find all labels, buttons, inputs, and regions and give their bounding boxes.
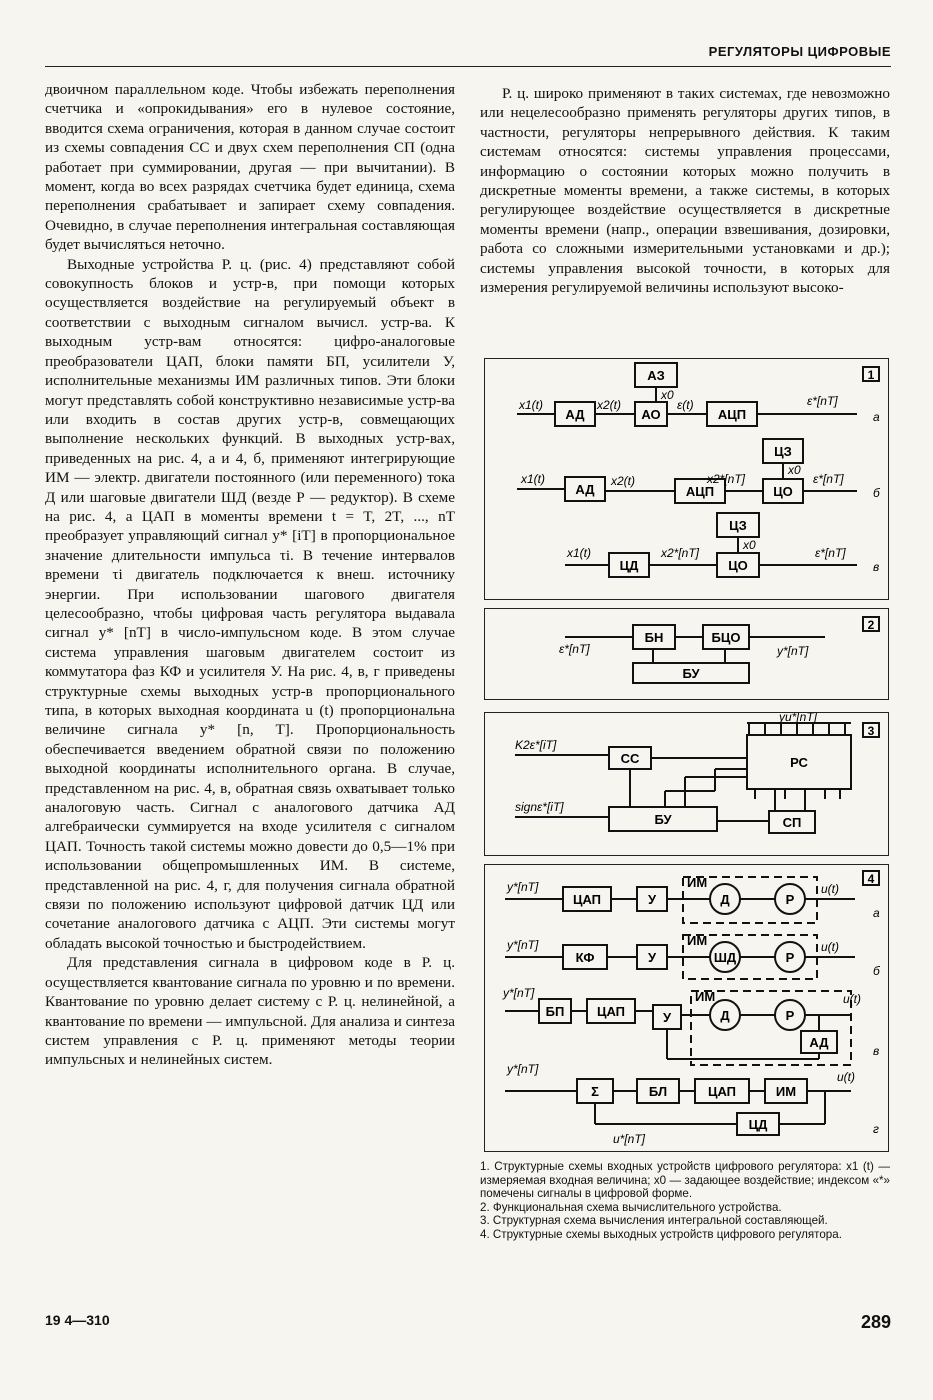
signal-y-b: y*[nT] <box>507 938 539 952</box>
block-co-b: ЦО <box>773 484 793 499</box>
block-ss: СС <box>620 751 640 766</box>
signal-sign: signε*[iT] <box>515 800 564 814</box>
row-label-4b: б <box>873 964 880 978</box>
block-im-d: ИМ <box>775 1084 797 1099</box>
signal-eps: ε(t) <box>677 398 694 412</box>
block-u-a: У <box>647 892 657 907</box>
caption-4: 4. Структурные схемы выходных устройств цифрового регулятора. <box>480 1227 842 1241</box>
signal-eps-out-b: ε*[nT] <box>813 472 844 486</box>
block-ad: АД <box>565 407 585 422</box>
left-paragraph-2: Выходные устройства Р. ц. (рис. 4) представляют собой совокупность блоков и устр-в, при помощи которых осуществляется воздействие на регулируемый объект в соответствии с выходным сигналом вычисл. устр-ва. К выходным устр-вам относятся: цифро-аналоговые преобразователи ЦАП, блоки памяти БП, усилители У, исполнительные механизмы ИМ различных типов. Эти блоки могут представлять собой конструктивно независимые устр-ва или входить в состав других устр-в, совмещающих выполнение нескольких функций. В выходных устр-вах, приведенных на рис. 4, а и 4, б, применяют интегрирующие ИМ — электр. двигатели постоянного (или переменного) тока Д или шаговые двигатели ШД (везде Р — редуктор). В схеме на рис. 4, а ЦАП в моменты времени t = T, 2T, ..., nT преобразует управляющий сигнал y* [iT] в пропорциональное значение длительности импульса τi. В течение интервалов времени τi двигатель подключается к внеш. источнику энергии. При использовании шагового двигателя целесообразно, чтобы цифровая часть регулятора выдавала сигнал y* [nT] в число-импульсном коде. В этом случае система управления шаговым двигателем состоит из коммутатора фаз КФ и усилителя У. На рис. 4, в, г приведены структурные схемы выходных устр-в пропорционального типа, в которых выходная координата u (t) пропорциональна величине сигнала y* [n, T]. Пропорциональность обеспечивается введением обратной связи по положению выходной координаты исполнительного органа. В случае, представленном на рис. 4, в, обратная связь охватывает только аналоговую часть. Сигнал с аналогового датчика АД алгебраически суммируется на входе усилителя с сигналом ЦАП. Точность такой системы можно довести до 0,5—1% при использовании общепромышленных ИМ. В системе, представленной на рис. 4, г, для получения сигнала обратной связи по положению используют цифровой датчик ЦД или сочетание аналогового датчика с АЦП. Эти системы могут обладать высокой точностью и быстродействием. <box>45 255 455 952</box>
row-label-b: б <box>873 486 880 500</box>
block-im-c: ИМ <box>695 989 716 1004</box>
block-r-b: Р <box>785 950 795 965</box>
block-r-a: Р <box>785 892 795 907</box>
block-sp: СП <box>782 815 802 830</box>
block-bp: БП <box>545 1004 565 1019</box>
signal-ud-d: u*[nT] <box>613 1132 646 1146</box>
signal-k: K2ε*[iT] <box>515 738 557 752</box>
figure-4 <box>484 864 889 1152</box>
figure-3 <box>484 712 889 856</box>
signal-x1-c: x1(t) <box>567 546 591 560</box>
signal-x2-a: x2(t) <box>597 398 621 412</box>
row-label-4c: в <box>873 1044 880 1058</box>
figure-2-diagram <box>485 609 888 699</box>
figure-captions <box>480 1160 890 1242</box>
signal-y-out: y*[nT] <box>777 644 809 658</box>
block-sigma: Σ <box>591 1084 599 1099</box>
block-bn: БН <box>644 630 664 645</box>
figure-2 <box>484 608 889 700</box>
signal-x2d-b: x2*[nT] <box>707 472 746 486</box>
block-cap-a: ЦАП <box>572 892 602 907</box>
signal-y-a: y*[nT] <box>507 880 539 894</box>
caption-2: 2. Функциональная схема вычислительного устройства. <box>480 1200 782 1214</box>
row-label-4d: г <box>873 1122 879 1136</box>
block-cz-b: ЦЗ <box>774 444 792 459</box>
signal-yi: yи*[nT] <box>779 713 818 724</box>
signal-u-a: u(t) <box>821 882 839 896</box>
block-bl: БЛ <box>648 1084 668 1099</box>
block-r-c: Р <box>785 1008 795 1023</box>
figure-1-diagram <box>485 359 888 599</box>
block-az: АЗ <box>647 368 665 383</box>
figure-4-number: 4 <box>867 872 875 886</box>
signal-x2d-c: x2*[nT] <box>661 546 700 560</box>
left-paragraph-1: двоичном параллельном коде. Чтобы избежать переполнения счетчика и «опрокидывания» его в нулевое состояние, вводится схема ограничения, которая в данном случае состоит из схемы совпадения СС и двух схем переполнения СП (одна работает при суммировании, другая — при вычитании). В момент, когда во всех разрядах счетчика будет единица, схема переполнения срабатывает и запирает схему совпадения. Очевидно, в случае переполнения интегральная составляющая будет вычисляться неточно. <box>45 81 455 254</box>
block-bco: БЦО <box>711 630 741 645</box>
block-acp: АЦП <box>717 407 747 422</box>
block-acp-b: АЦП <box>685 484 715 499</box>
block-cz-c: ЦЗ <box>729 518 747 533</box>
header-rule <box>45 66 891 67</box>
signal-eps-out-a: ε*[nT] <box>807 394 838 408</box>
right-column <box>480 84 890 297</box>
figure-4-diagram <box>485 865 888 1151</box>
block-cd: ЦД <box>619 558 639 573</box>
row-label-4a: а <box>873 906 880 920</box>
block-cap-c: ЦАП <box>596 1004 626 1019</box>
row-label-c: в <box>873 560 880 574</box>
signal-x2-b: x2(t) <box>611 474 635 488</box>
printer-signature: 19 4—310 <box>45 1312 110 1328</box>
signal-x0-c: x0 <box>743 538 756 552</box>
signal-u-b: u(t) <box>821 940 839 954</box>
signal-u-c: u(t) <box>843 992 861 1006</box>
row-label-a: а <box>873 410 880 424</box>
signal-x0-a: x0 <box>661 388 674 402</box>
signal-x0-b: x0 <box>788 463 801 477</box>
block-co-c: ЦО <box>728 558 748 573</box>
block-d-a: Д <box>720 892 730 907</box>
figure-3-diagram <box>485 713 888 855</box>
block-im-b: ИМ <box>687 933 708 948</box>
signal-x1-b: x1(t) <box>521 472 545 486</box>
block-ad-c: АД <box>809 1035 829 1050</box>
signal-y-c: y*[nT] <box>503 986 535 1000</box>
block-d-c: Д <box>720 1008 730 1023</box>
signal-u-d: u(t) <box>837 1070 855 1084</box>
right-paragraph-1: Р. ц. широко применяют в таких системах, где невозможно или нецелесообразно применять регуляторы других типов, в частности, регуляторы непрерывного действия. К таким системам относятся: системы управления процессами, информацию о состоянии которых можно получить в дискретные моменты времени, а также системы, в которых регулирующее воздействие осуществляется в дискретные моменты времени (напр., операции взвешивания, дозировки, работа со сложными измерительными установками и др.); системы управления высокой точности, в которых для измерения регулируемой величины используют высоко- <box>480 85 890 297</box>
signal-eps-out-c: ε*[nT] <box>815 546 846 560</box>
signal-y-d: y*[nT] <box>507 1062 539 1076</box>
figure-2-number: 2 <box>867 618 875 632</box>
left-column <box>45 80 455 1070</box>
block-cap-d: ЦАП <box>707 1084 737 1099</box>
figure-1 <box>484 358 889 600</box>
block-bu-3: БУ <box>654 812 672 827</box>
figure-1-number: 1 <box>867 368 875 382</box>
block-kf: КФ <box>575 950 595 965</box>
block-bu: БУ <box>682 666 700 681</box>
block-rs: РС <box>790 755 808 770</box>
block-im-a: ИМ <box>687 875 708 890</box>
block-u-b: У <box>647 950 657 965</box>
caption-3: 3. Структурная схема вычисления интегральной составляющей. <box>480 1214 828 1228</box>
signal-x1-a: x1(t) <box>519 398 543 412</box>
caption-1: 1. Структурные схемы входных устройств цифрового регулятора: x1 (t) — измеряемая входная величина; x0 — задающее воздействие; индексом «*» помечены сигналы в цифровой форме. <box>480 1160 890 1201</box>
block-shd: ШД <box>713 950 737 965</box>
left-paragraph-3: Для представления сигнала в цифровом коде в Р. ц. осуществляется квантование сигнала по уровню и по времени. Квантование по уровню делает систему с Р. ц. нелинейной, а квантование по времени — импульсной. Для анализа и синтеза систем управления с Р. ц. применяют методы теории импульсных и нелинейных систем. <box>45 954 455 1069</box>
block-ao: АО <box>641 407 661 422</box>
block-ad-b: АД <box>575 482 595 497</box>
block-u-c: У <box>662 1010 672 1025</box>
running-title: РЕГУЛЯТОРЫ ЦИФРОВЫЕ <box>708 44 891 59</box>
signal-eps-in: ε*[nT] <box>559 642 590 656</box>
figure-3-number: 3 <box>867 724 875 738</box>
block-cd-d: ЦД <box>748 1117 768 1132</box>
page-number: 289 <box>860 1312 891 1332</box>
